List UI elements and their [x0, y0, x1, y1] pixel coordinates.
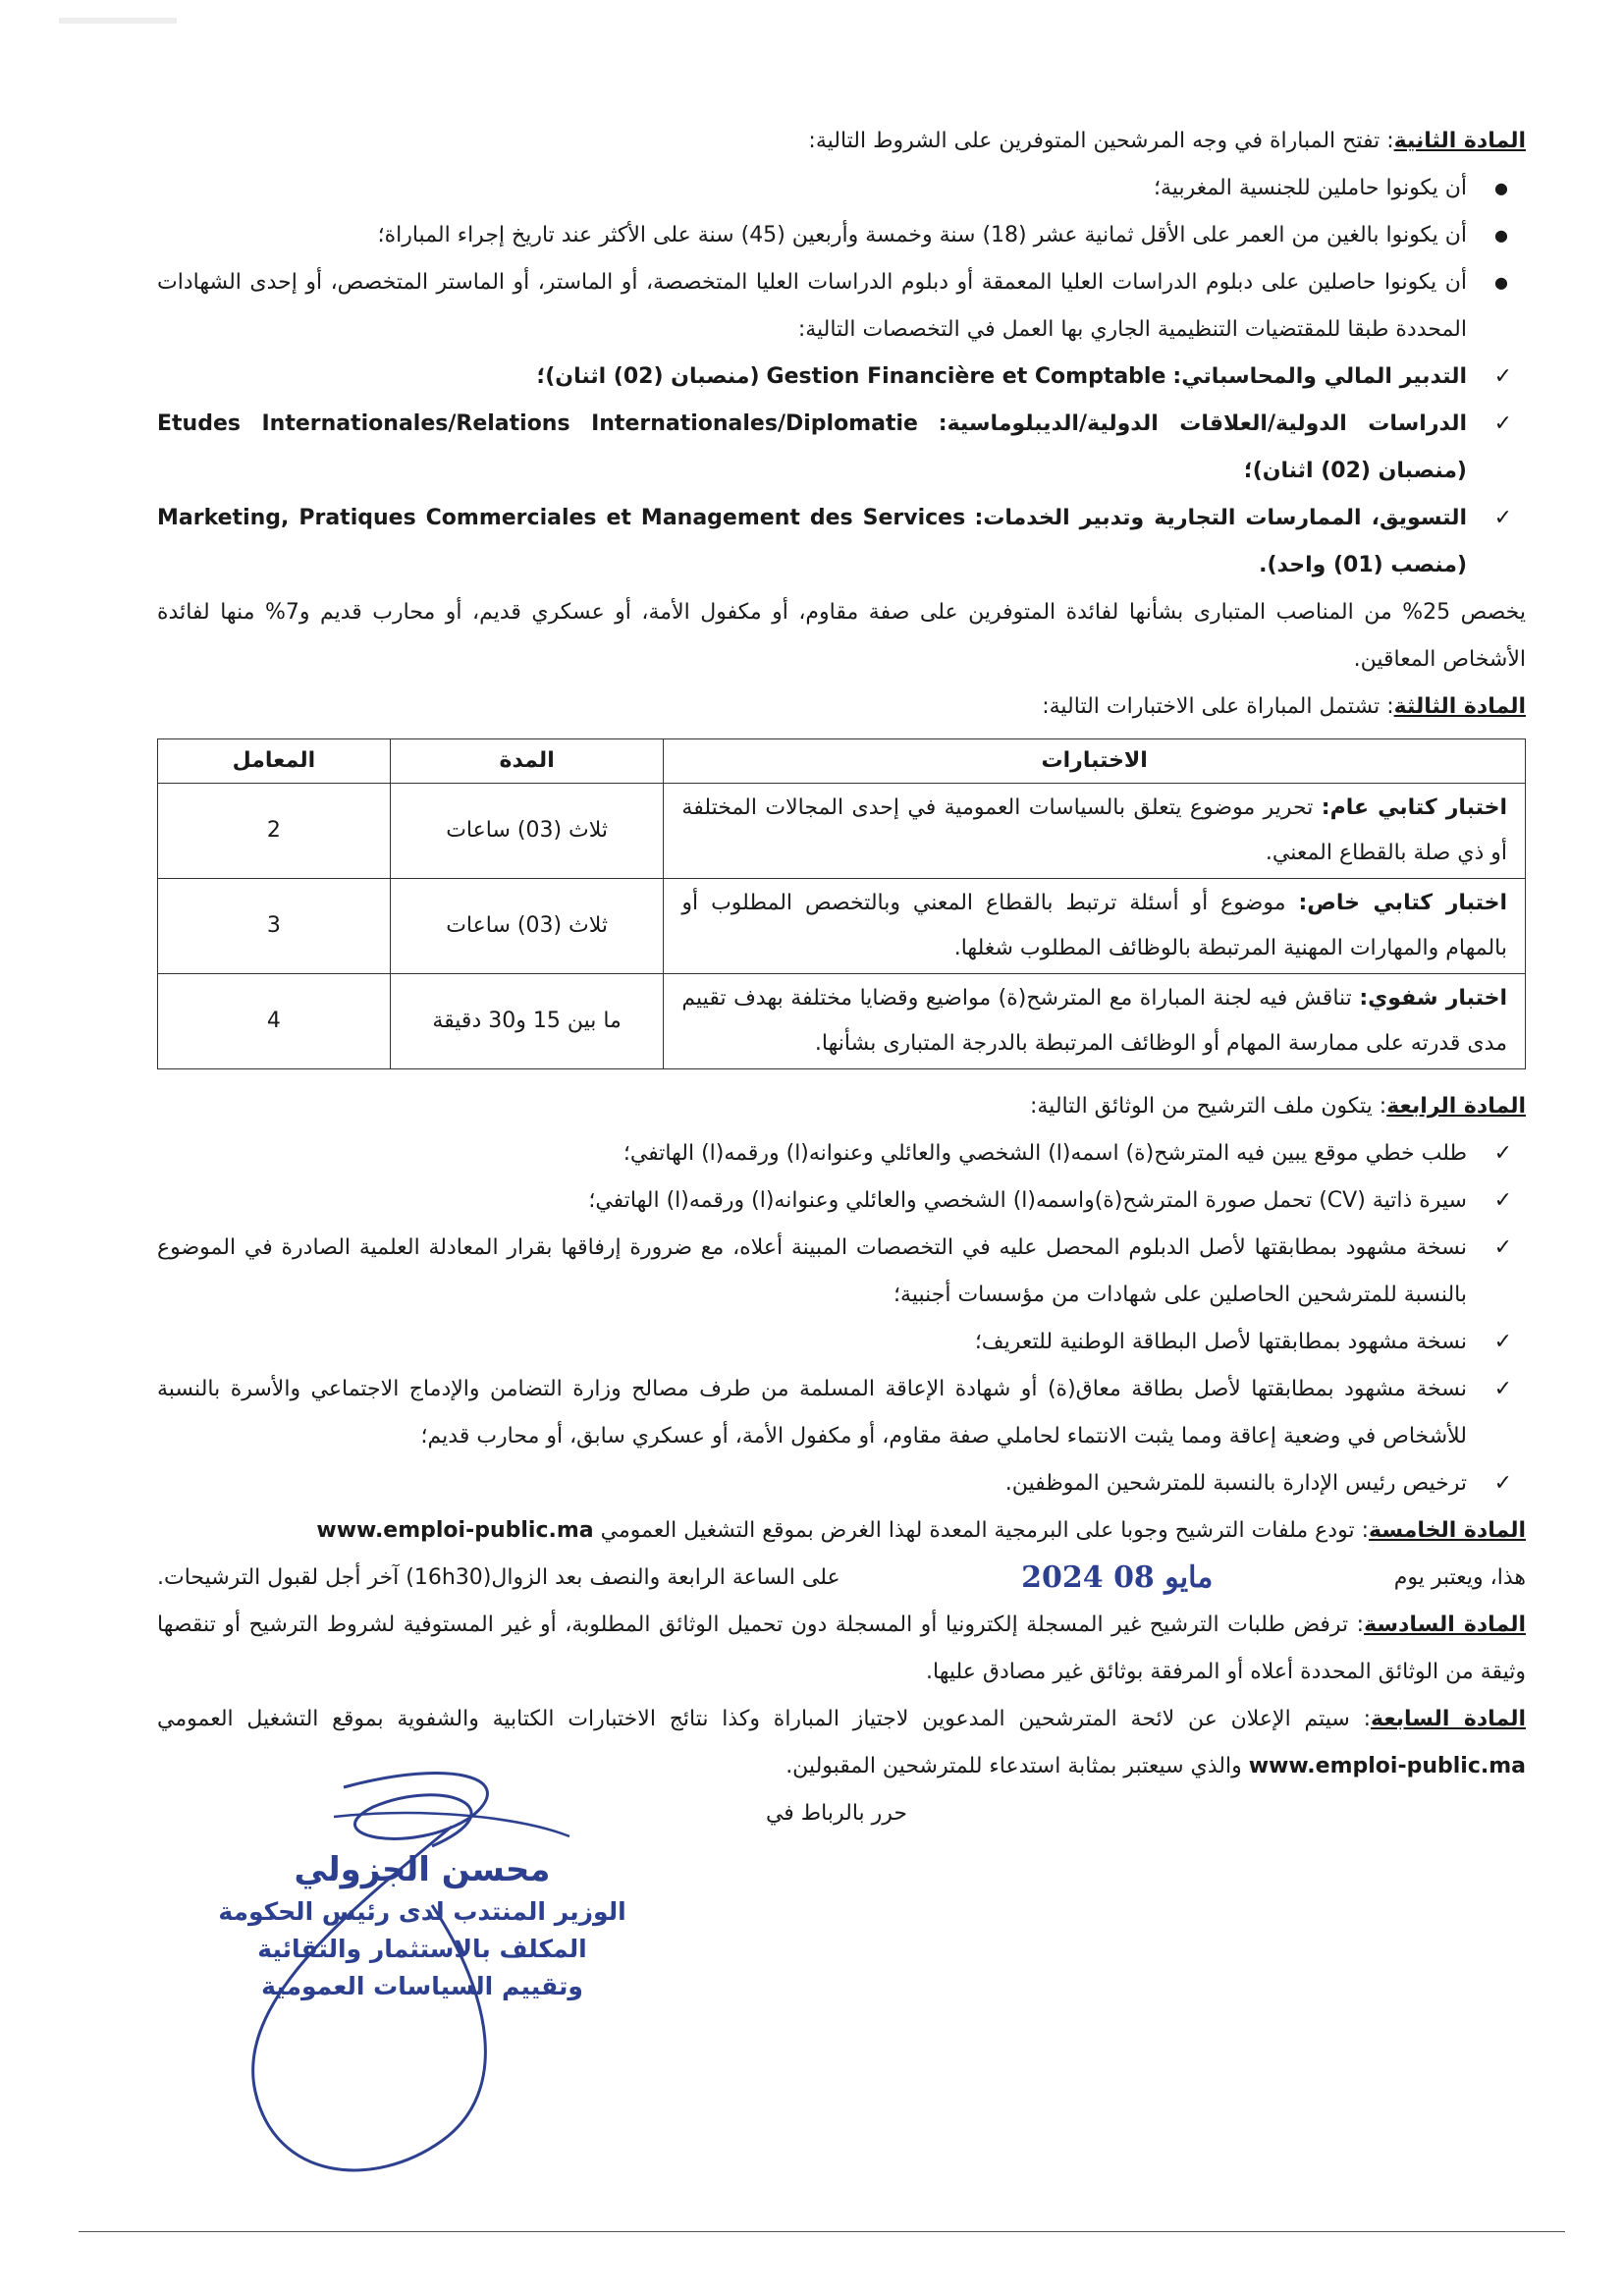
checkmark-icon: ✓: [1493, 1471, 1512, 1496]
scan-margin-mark: [1573, 2082, 1585, 2160]
checkmark-icon: ✓: [1493, 411, 1512, 436]
emploi-public-link[interactable]: www.emploi-public.ma: [1248, 1754, 1526, 1778]
condition-text: أن يكونوا بالغين من العمر على الأقل ثمانية عشر (18) سنة وخمسة وأربعين (45) سنة على الأكثر عند تاريخ إجراء المباراة؛: [377, 223, 1467, 247]
specialty-item: [157, 495, 1526, 589]
article3-heading: المادة الثالثة: [1393, 694, 1526, 719]
table-row: [158, 879, 1526, 974]
article5-heading: المادة الخامسة: [1368, 1518, 1526, 1543]
specialty-ar: التدبير المالي والمحاسباتي:: [1172, 364, 1467, 389]
article3-intro-text: : تشتمل المباراة على الاختبارات التالية:: [1042, 694, 1394, 719]
document-item: [157, 1366, 1526, 1460]
article4-heading: المادة الرابعة: [1386, 1094, 1526, 1119]
bullet-dot-icon: ●: [1494, 179, 1508, 197]
emploi-public-link[interactable]: www.emploi-public.ma: [316, 1518, 594, 1543]
article2-intro-text: : تفتح المباراة في وجه المرشحين المتوفرين على الشروط التالية:: [808, 129, 1394, 153]
checkmark-icon: ✓: [1493, 1330, 1512, 1354]
article7-body-end: والذي سيعتبر بمثابة استدعاء للمترشحين المقبولين.: [785, 1754, 1242, 1778]
scan-smudge: [59, 18, 177, 24]
article6-body: : ترفض طلبات الترشيح غير المسجلة إلكترونيا أو المسجلة دون تحميل الوثائق المطلوبة، أو غير المستوفية لشروط الترشيح أو تنقصها وثيقة من الوثائق المحددة أعلاه أو المرفقة بوثائق غير مصادق عليها.: [157, 1613, 1526, 1684]
exam-description: [664, 784, 1526, 879]
exam-label: اختبار كتابي خاص:: [1298, 891, 1507, 915]
article4-intro-text: : يتكون ملف الترشيح من الوثائق التالية:: [1029, 1094, 1387, 1119]
condition-item: [157, 212, 1526, 259]
column-header-coefficient: المعامل: [158, 739, 391, 784]
article4-intro: [157, 1083, 1526, 1130]
specialty-fr: Etudes Internationales/Relations Internationales/Diplomatie: [157, 411, 918, 436]
exam-label: اختبار كتابي عام:: [1321, 795, 1507, 820]
document-item: [157, 1130, 1526, 1177]
specialty-ar: الدراسات الدولية/العلاقات الدولية/الديبلوماسية:: [938, 411, 1467, 436]
specialty-fr: Marketing, Pratiques Commerciales et Management des Services: [157, 506, 966, 530]
table-row: [158, 784, 1526, 879]
document-text: طلب خطي موقع يبين فيه المترشح(ة) اسمه(ا) الشخصي والعائلي وعنوانه(ا) ورقمه(ا) الهاتفي؛: [623, 1141, 1467, 1166]
specialty-count: (منصبان (02) اثنان)؛: [1243, 459, 1467, 483]
exam-coefficient: 4: [158, 974, 391, 1069]
bullet-dot-icon: ●: [1494, 273, 1508, 292]
article6-text: [157, 1602, 1526, 1696]
table-header-row: [158, 739, 1526, 784]
exam-coefficient: 2: [158, 784, 391, 879]
document-item: [157, 1177, 1526, 1225]
document-text: نسخة مشهود بمطابقتها لأصل البطاقة الوطنية للتعريف؛: [974, 1330, 1467, 1354]
exam-coefficient: 3: [158, 879, 391, 974]
document-body: [157, 118, 1526, 1837]
article5-body: : تودع ملفات الترشيح وجوبا على البرمجية المعدة لهذا الغرض بموقع التشغيل العمومي: [600, 1518, 1369, 1543]
exam-text: تناقش فيه لجنة المباراة مع المترشح(ة) مواضيع وقضايا مختلفة بهدف تقييم مدى قدرته على ممارسة المهام أو الوظائف المرتبطة بالدرجة المتبارى بشأنها.: [681, 986, 1507, 1056]
article5-text: [157, 1507, 1526, 1555]
handwritten-date: 2024 مايو 08: [1021, 1560, 1214, 1595]
column-header-exams: الاختبارات: [664, 739, 1526, 784]
exam-duration: ثلاث (03) ساعات: [390, 784, 664, 879]
exam-description: [664, 974, 1526, 1069]
document-item: [157, 1225, 1526, 1319]
signatory-name: محسن الجزولي: [294, 1850, 551, 1889]
checkmark-icon: ✓: [1493, 1235, 1512, 1260]
exam-text: موضوع أو أسئلة ترتبط بالقطاع المعني وبالتخصص المطلوب أو بالمهام والمهارات المهنية المرتبطة بالوظائف المطلوب شغلها.: [681, 891, 1507, 960]
signatory-title: المكلف بالاستثمار والتقائية: [257, 1935, 587, 1963]
exams-table: [157, 738, 1526, 1069]
specialty-count: (منصب (01) واحد).: [1259, 553, 1467, 577]
article7-heading: المادة السابعة: [1371, 1707, 1526, 1731]
condition-item: [157, 259, 1526, 354]
checkmark-icon: ✓: [1493, 1377, 1512, 1401]
article3-intro: [157, 683, 1526, 731]
checkmark-icon: ✓: [1493, 1188, 1512, 1213]
checkmark-icon: ✓: [1493, 364, 1512, 389]
bullet-dot-icon: ●: [1494, 226, 1508, 245]
article2-intro: [157, 118, 1526, 165]
document-text: نسخة مشهود بمطابقتها لأصل بطاقة معاق(ة) أو شهادة الإعاقة المسلمة من طرف مصالح وزارة التضامن والإدماج الاجتماعي والأسرة بالنسبة للأشخاص في وضعية إعاقة ومما يثبت الانتماء لحاملي صفة مقاوم، أو مكفول الأمة، أو عسكري سابق، أو محارب قديم؛: [157, 1377, 1467, 1449]
signature-stamp: [216, 1846, 628, 2005]
exam-duration: ثلاث (03) ساعات: [390, 879, 664, 974]
condition-item: [157, 165, 1526, 212]
document-item: [157, 1319, 1526, 1366]
specialty-count: (منصبان (02) اثنان)؛: [536, 364, 760, 389]
document-item: [157, 1460, 1526, 1507]
condition-text: أن يكونوا حاصلين على دبلوم الدراسات العليا المعمقة أو دبلوم الدراسات العليا المتخصصة، أو الماستر، أو الماستر المتخصص، أو إحدى الشهادات المحددة طبقا للمقتضيات التنظيمية الجاري بها العمل في التخصصات التالية:: [157, 270, 1467, 342]
footer-divider: [79, 2231, 1565, 2232]
quota-text: يخصص 25% من المناصب المتبارى بشأنها لفائدة المتوفرين على صفة مقاوم، أو مكفول الأمة، أو عسكري قديم، أو محارب قديم و7% منها لفائدة الأشخاص المعاقين.: [157, 600, 1526, 672]
document-text: سيرة ذاتية (CV) تحمل صورة المترشح(ة)واسمه(ا) الشخصي والعائلي وعنوانه(ا) ورقمه(ا) الهاتفي؛: [588, 1188, 1467, 1213]
exam-description: [664, 879, 1526, 974]
document-text: ترخيص رئيس الإدارة بالنسبة للمترشحين الموظفين.: [1004, 1471, 1467, 1496]
signatory-title: الوزير المنتدب لدى رئيس الحكومة: [218, 1897, 626, 1926]
article2-heading: المادة الثانية: [1393, 129, 1526, 153]
column-header-duration: المدة: [390, 739, 664, 784]
table-row: [158, 974, 1526, 1069]
specialty-item: [157, 401, 1526, 495]
checkmark-icon: ✓: [1493, 506, 1512, 530]
article6-heading: المادة السادسة: [1364, 1613, 1526, 1637]
closing-place: حرر بالرباط في: [765, 1801, 907, 1826]
specialty-item: [157, 354, 1526, 401]
deadline-prefix: هذا، ويعتبر يوم: [1393, 1565, 1526, 1590]
deadline-line: [157, 1555, 1526, 1602]
exam-duration: ما بين 15 و30 دقيقة: [390, 974, 664, 1069]
deadline-suffix: على الساعة الرابعة والنصف بعد الزوال(16h30) آخر أجل لقبول الترشيحات.: [157, 1565, 840, 1590]
article7-body: : سيتم الإعلان عن لائحة المترشحين المدعوين لاجتياز المباراة وكذا نتائج الاختبارات الكتابية والشفوية بموقع التشغيل العمومي: [157, 1707, 1371, 1731]
specialty-ar: التسويق، الممارسات التجارية وتدبير الخدمات:: [974, 506, 1468, 530]
signatory-title: وتقييم السياسات العمومية: [261, 1972, 583, 2000]
condition-text: أن يكونوا حاملين للجنسية المغربية؛: [1154, 176, 1467, 200]
exam-text: تحرير موضوع يتعلق بالسياسات العمومية في إحدى المجالات المختلفة أو ذي صلة بالقطاع المعني.: [681, 795, 1507, 865]
exam-label: اختبار شفوي:: [1359, 986, 1507, 1011]
document-text: نسخة مشهود بمطابقتها لأصل الدبلوم المحصل عليه في التخصصات المبينة أعلاه، مع ضرورة إرفاقها بقرار المعادلة العلمية الصادرة في الموضوع بالنسبة للمترشحين الحاصلين على شهادات من مؤسسات أجنبية؛: [157, 1235, 1467, 1307]
specialty-fr: Gestion Financière et Comptable: [766, 364, 1166, 389]
checkmark-icon: ✓: [1493, 1141, 1512, 1166]
